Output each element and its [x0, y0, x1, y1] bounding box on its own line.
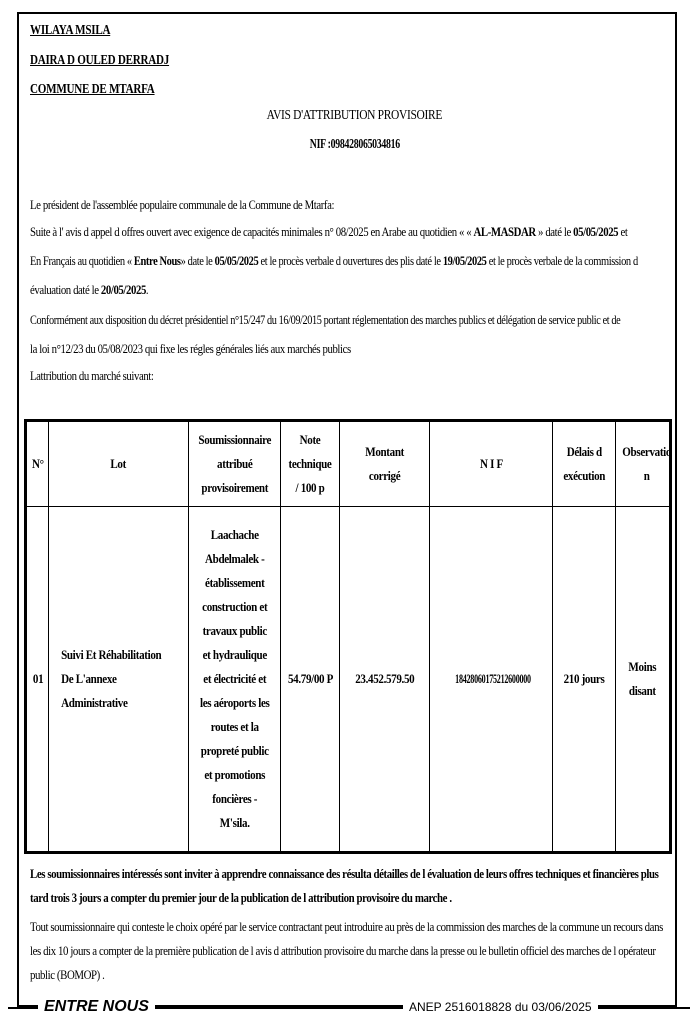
- nif-line: NIF :098428065034816: [309, 137, 400, 152]
- newspaper-name: ENTRE NOUS: [38, 998, 155, 1016]
- cell-soumissionnaire: Laachache Abdelmalek - établissement construction et travaux public et hydraulique et électricité et les aéroports les routes et la propreté public et promotions foncières - M'sila.: [188, 507, 280, 853]
- notice-paragraph-1: Les soumissionnaires intéressés sont inviter à apprendre connaissance des résulta détailles de l évaluation de leurs offres techniques et financières plus tard trois 3 jours a compter du premier jour de la publication de l attribution provisoire du marche .: [30, 866, 659, 905]
- col-header-montant: Montant corrigé: [340, 421, 430, 507]
- notice-paragraph-2: Tout soumissionnaire qui conteste le choix opéré par le service contractant peut introduire au près de la commission des marches de la commune un recours dans les dix 10 jours a compter de la première publication de l avis d attribution provisoire du marche dans la presse ou le bulletin officiel des marches de l opérateur public (BOMOP) .: [30, 919, 663, 982]
- header-wilaya: WILAYA MSILA: [30, 22, 111, 37]
- col-header-delai: Délais d exécution: [552, 421, 615, 507]
- intro-line-5: Conformément aux disposition du décret présidentiel n°15/247 du 16/09/2015 portant réglementation des marches publics et délégation de service public et de: [30, 312, 621, 327]
- anep-reference: ANEP 2516018828 du 03/06/2025: [403, 1000, 598, 1014]
- intro-line-7: Lattribution du marché suivant:: [30, 368, 154, 383]
- col-header-soumissionnaire: Soumissionnaire attribué provisoirement: [188, 421, 280, 507]
- table-row: [26, 507, 671, 853]
- cell-note: 54.79/00 P: [281, 507, 340, 853]
- intro-line-4: évaluation daté le 20/05/2025.: [30, 282, 149, 297]
- cell-lot: Suivi Et Réhabilitation De L'annexe Administrative: [49, 507, 188, 853]
- cell-observation: Moins disant: [616, 507, 671, 853]
- cell-montant: 23.452.579.50: [340, 507, 430, 853]
- col-header-lot: Lot: [49, 421, 188, 507]
- intro-line-1: Le président de l'assemblée populaire communale de la Commune de Mtarfa:: [30, 197, 335, 212]
- intro-line-2: Suite à l' avis d appel d offres ouvert avec exigence de capacités minimales n° 08/2025 en Arabe au quotidien « « AL-MASDAR » daté le 05/05/2025 et: [30, 224, 628, 239]
- intro-line-6: la loi n°12/23 du 05/08/2023 qui fixe les régles générales liés aux marchés publics: [30, 341, 351, 356]
- intro-line-3: En Français au quotidien « Entre Nous» date le 05/05/2025 et le procès verbale d ouvertures des plis daté le 19/05/2025 et le procès verbale de la commission d: [30, 253, 638, 268]
- cell-nif: 18428060175212600000: [430, 507, 553, 853]
- table-header-row: [26, 421, 671, 507]
- header-commune: COMMUNE DE MTARFA: [30, 81, 155, 96]
- cell-delai: 210 jours: [552, 507, 615, 853]
- cell-num: 01: [26, 507, 49, 853]
- col-header-num: N°: [26, 421, 49, 507]
- header-daira: DAIRA D OULED DERRADJ: [30, 52, 170, 67]
- attribution-table: [24, 419, 672, 854]
- col-header-nif: N I F: [430, 421, 553, 507]
- document-title: AVIS D'ATTRIBUTION PROVISOIRE: [266, 108, 443, 123]
- col-header-note: Note technique / 100 p: [281, 421, 340, 507]
- publication-footer: [0, 996, 697, 1020]
- col-header-observation: Observatio n: [616, 421, 671, 507]
